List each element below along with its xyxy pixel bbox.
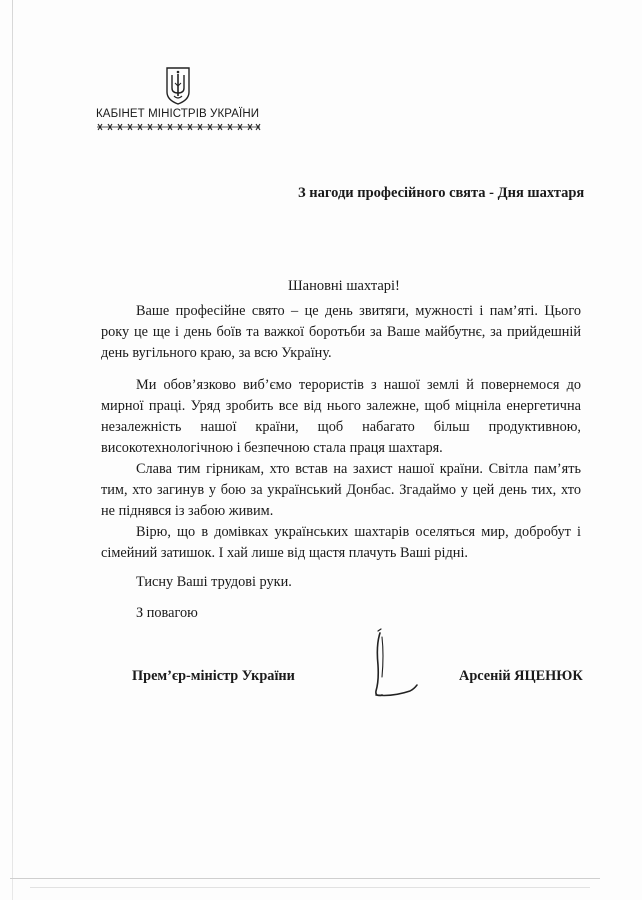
paragraph-line: не піднявся із забою живим. <box>101 503 274 519</box>
signatory-name: Арсеній ЯЦЕНЮК <box>459 668 583 684</box>
trident-emblem-icon <box>164 66 192 106</box>
paragraph-line: день вугільного краю, за всю Україну. <box>101 345 332 361</box>
signatory-title: Прем’єр-міністр України <box>132 668 295 684</box>
paragraph-line: Ми обов’язково виб’ємо терористів з нашої землі й повернемося до <box>136 377 581 393</box>
paragraph-line: року це ще і день боїв та важкої боротьби за Ваше майбутнє, за прийдешній <box>101 324 581 340</box>
paragraph-line: тим, хто загинув у бою за український Донбас. Згадаймо у цей день тих, хто <box>101 482 581 498</box>
paragraph-line: сімейний затишок. І хай лише від щастя плачуть Ваші рідні. <box>101 545 468 561</box>
paragraph-2 <box>101 375 581 459</box>
handwritten-signature <box>362 625 422 705</box>
closing-line: Тисну Ваші трудові руки. <box>136 574 292 590</box>
paragraph-1 <box>101 301 581 364</box>
paragraph-3 <box>101 459 581 522</box>
scan-bottom-line <box>10 878 600 879</box>
greeting: Шановні шахтарі! <box>288 278 400 294</box>
closing-regards: З повагою <box>136 605 198 621</box>
paragraph-line: Ваше професійне свято – це день звитяги, мужності і пам’яті. Цього <box>136 303 581 319</box>
ornament-divider <box>96 123 262 131</box>
paragraph-line: високотехнологічною і безпечною стала праця шахтаря. <box>101 440 443 456</box>
paragraph-line: Вірю, що в домівках українських шахтарів оселяться мир, добробут і <box>136 524 581 540</box>
paragraph-line: незалежність нашої країни, щоб набагато більш продуктивною, <box>101 419 581 435</box>
scan-bottom-line-2 <box>30 887 590 888</box>
paragraph-line: мирної праці. Уряд зробить все від нього залежне, щоб міцніла енергетична <box>101 398 581 414</box>
paragraph-line: Слава тим гірникам, хто встав на захист нашої країни. Світла пам’ять <box>136 461 581 477</box>
paragraph-4 <box>101 522 581 564</box>
scan-edge-line <box>12 0 13 900</box>
occasion-heading: З нагоди професійного свята - Дня шахтаря <box>298 185 585 201</box>
org-name: КАБІНЕТ МІНІСТРІВ УКРАЇНИ <box>96 108 260 120</box>
